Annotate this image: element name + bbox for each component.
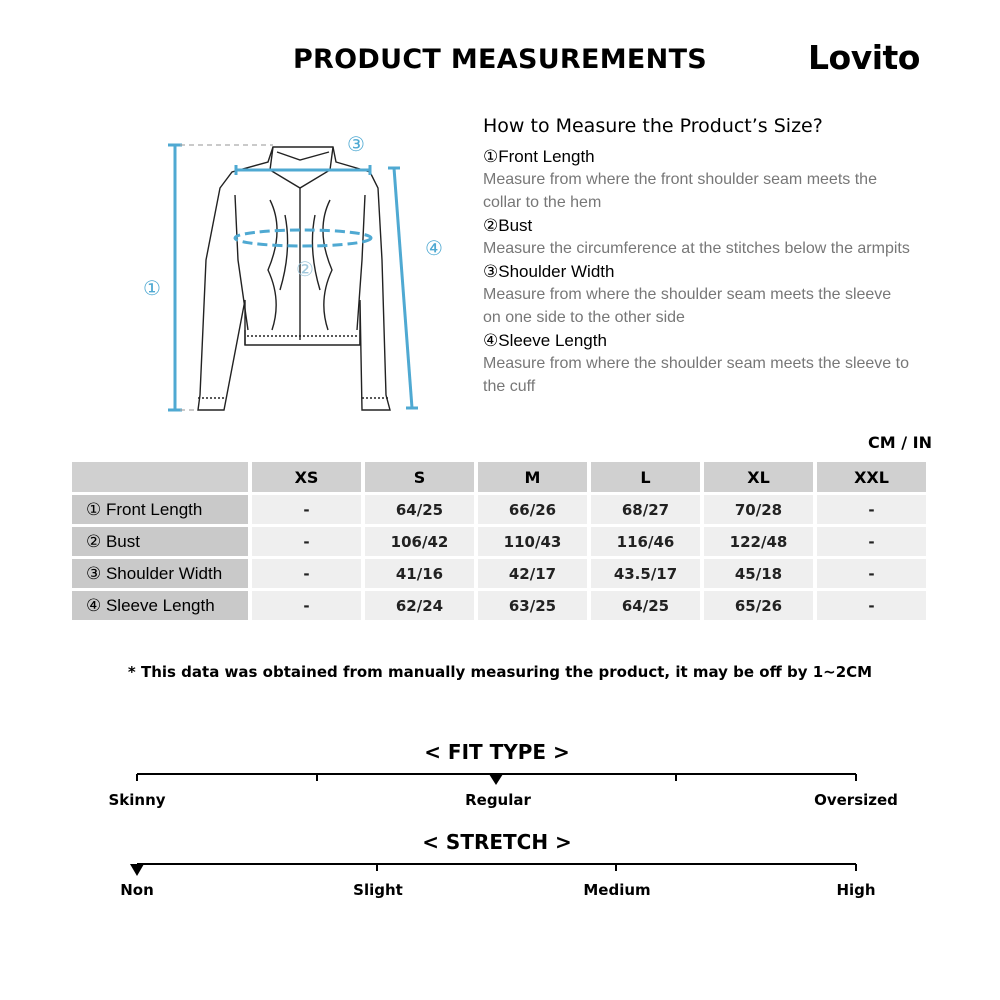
stretch-label-slight: Slight: [353, 881, 403, 899]
table-corner: [72, 462, 248, 492]
table-cell: -: [252, 559, 361, 588]
table-cell: -: [252, 591, 361, 620]
table-cell: -: [817, 591, 926, 620]
table-cell: 68/27: [591, 495, 700, 524]
fit-label-oversized: Oversized: [814, 791, 898, 809]
table-cell: -: [817, 527, 926, 556]
table-cell: 110/43: [478, 527, 587, 556]
table-cell: 41/16: [365, 559, 474, 588]
garment-diagram: [130, 125, 460, 425]
column-header: L: [591, 462, 700, 492]
step-desc: Measure the circumference at the stitches below the armpits: [483, 240, 910, 257]
table-cell: 106/42: [365, 527, 474, 556]
marker-sleeve-length: ④: [425, 236, 443, 260]
fit-type-title: < FIT TYPE >: [424, 740, 570, 764]
fit-type-pointer: [489, 774, 503, 785]
row-label: ① Front Length: [72, 495, 248, 524]
row-label: ② Bust: [72, 527, 248, 556]
column-header: XS: [252, 462, 361, 492]
marker-bust: ②: [296, 257, 314, 281]
column-header: XL: [704, 462, 813, 492]
page-title: PRODUCT MEASUREMENTS: [292, 44, 708, 75]
table-row: [72, 495, 926, 524]
stretch-pointer: [130, 864, 144, 876]
table-row: [72, 591, 926, 620]
howto-title: How to Measure the Product’s Size?: [483, 115, 823, 137]
table-cell: 64/25: [591, 591, 700, 620]
step-desc: Measure from where the shoulder seam meets the sleeve on one side to the other side: [483, 286, 892, 326]
stretch-label-high: High: [836, 881, 876, 899]
column-header: XXL: [817, 462, 926, 492]
fit-label-skinny: Skinny: [108, 791, 166, 809]
table-cell: 65/26: [704, 591, 813, 620]
step-shoulder-width: [483, 261, 913, 329]
table-cell: 43.5/17: [591, 559, 700, 588]
size-table: [68, 459, 930, 623]
table-cell: 116/46: [591, 527, 700, 556]
table-cell: -: [817, 495, 926, 524]
marker-front-length: ①: [143, 276, 161, 300]
table-cell: 64/25: [365, 495, 474, 524]
table-cell: 63/25: [478, 591, 587, 620]
fit-label-regular: Regular: [465, 791, 531, 809]
jacket-outline: [198, 147, 390, 410]
table-row: [72, 559, 926, 588]
table-cell: 42/17: [478, 559, 587, 588]
stretch-label-non: Non: [120, 881, 154, 899]
table-header-row: [72, 462, 926, 492]
step-front-length: [483, 146, 913, 214]
column-header: S: [365, 462, 474, 492]
marker-shoulder-width: ③: [347, 132, 365, 156]
table-cell: 70/28: [704, 495, 813, 524]
table-cell: -: [252, 495, 361, 524]
table-cell: -: [817, 559, 926, 588]
brand-logo: Lovito: [808, 38, 920, 77]
row-label: ③ Shoulder Width: [72, 559, 248, 588]
step-name: ③Shoulder Width: [483, 262, 615, 281]
step-name: ①Front Length: [483, 147, 595, 166]
how-to-measure: [483, 114, 913, 399]
measurement-note: * This data was obtained from manually measuring the product, it may be off by 1~2CM: [127, 663, 873, 681]
step-bust: [483, 215, 913, 260]
stretch-title: < STRETCH >: [422, 830, 572, 854]
table-cell: 45/18: [704, 559, 813, 588]
table-cell: -: [252, 527, 361, 556]
step-desc: Measure from where the front shoulder seam meets the collar to the hem: [483, 171, 877, 211]
step-name: ②Bust: [483, 216, 533, 235]
column-header: M: [478, 462, 587, 492]
step-sleeve-length: [483, 330, 913, 398]
table-cell: 66/26: [478, 495, 587, 524]
step-name: ④Sleeve Length: [483, 331, 607, 350]
step-desc: Measure from where the shoulder seam meets the sleeve to the cuff: [483, 355, 909, 395]
row-label: ④ Sleeve Length: [72, 591, 248, 620]
table-cell: 62/24: [365, 591, 474, 620]
unit-label: CM / IN: [868, 433, 932, 452]
stretch-label-medium: Medium: [583, 881, 651, 899]
table-row: [72, 527, 926, 556]
table-cell: 122/48: [704, 527, 813, 556]
